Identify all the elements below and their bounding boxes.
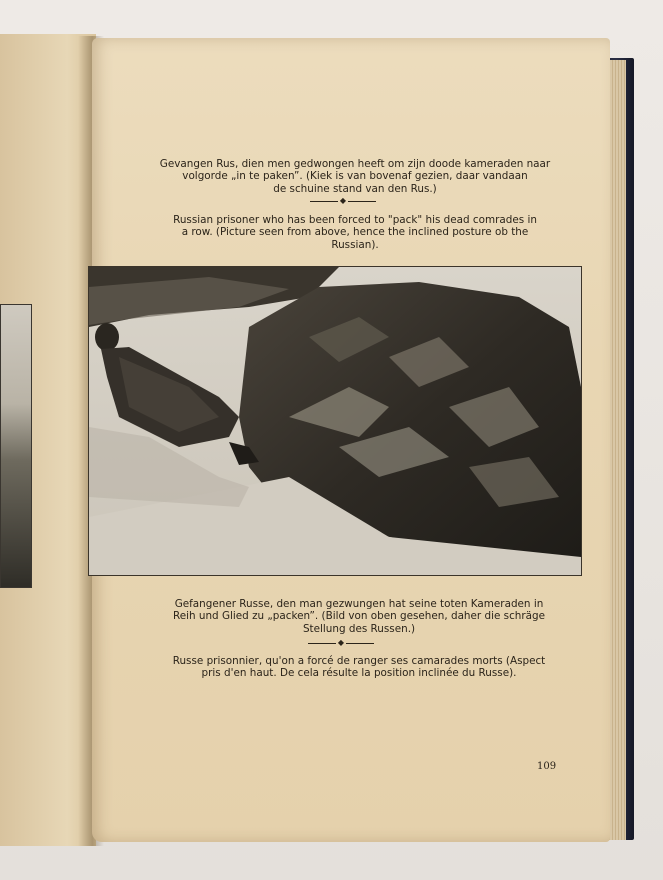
caption-line: Russian prisoner who has been forced to "pack" his dead comrades in — [173, 214, 537, 226]
right-page — [92, 38, 610, 842]
page-number: 109 — [537, 761, 557, 772]
caption-line: Reih und Glied zu „packen”. (Bild von oben gesehen, daher die schräge — [172, 610, 546, 623]
ornament-divider: ◆ — [304, 638, 378, 648]
caption-line: de schuine stand van den Rus.) — [273, 182, 437, 195]
caption-dutch — [130, 158, 580, 195]
caption-english — [130, 214, 580, 251]
caption-line: Gefangener Russe, den man gezwungen hat seine toten Kameraden in — [174, 598, 544, 610]
caption-german — [124, 598, 594, 635]
caption-line: Gevangen Rus, dien men gedwongen heeft om zijn doode kameraden naar — [159, 158, 551, 170]
caption-line: pris d'en haut. De cela résulte la position inclinée du Russe). — [201, 667, 517, 680]
caption-line: Russe prisonnier, qu'on a forcé de ranger ses camarades morts (Aspect — [172, 655, 546, 667]
caption-line: Stellung des Russen.) — [302, 622, 416, 635]
caption-french — [124, 655, 594, 680]
left-page-photo — [0, 304, 32, 588]
caption-line: volgorde „in te paken”. (Kiek is van bovenaf gezien, daar vandaan — [182, 170, 528, 183]
ornament-divider: ◆ — [308, 196, 378, 206]
caption-line: a row. (Picture seen from above, hence the inclined posture ob the — [181, 226, 529, 239]
photograph — [88, 266, 582, 576]
caption-line: Russian). — [331, 238, 379, 251]
